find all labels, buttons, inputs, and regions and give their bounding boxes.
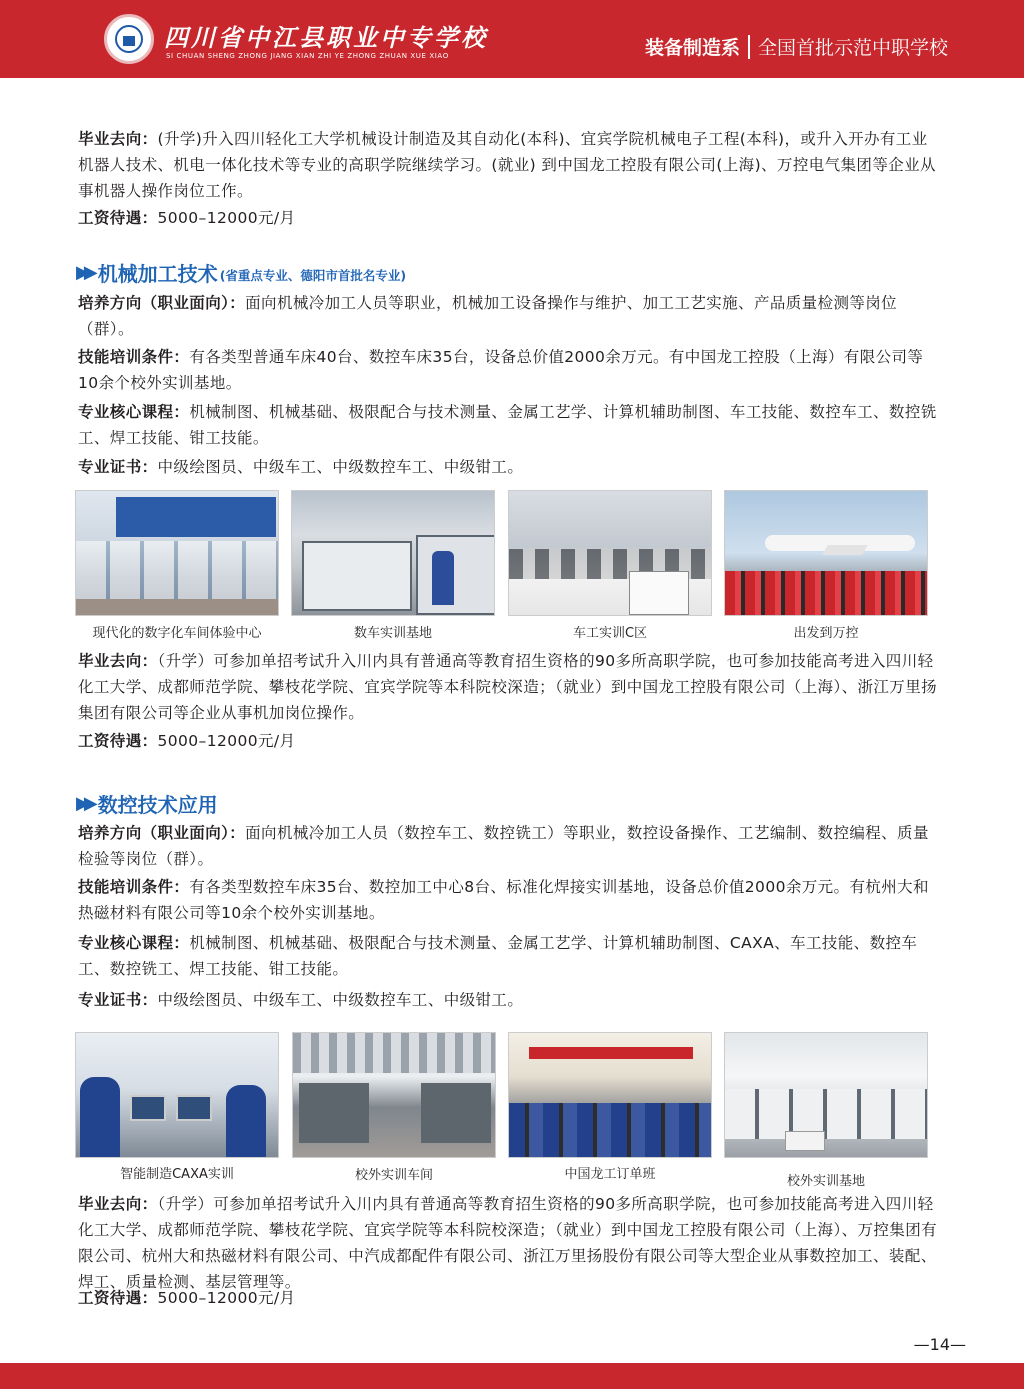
intro-salary: 工资待遇：5000–12000元/月 — [78, 209, 296, 227]
intro-destination: 毕业去向：(升学)升入四川轻化工大学机械设计制造及其自动化(本科)、宜宾学院机械电子工程(本科)，或升入开办有工业机器人技术、机电一体化技术等专业的高职学院继续学习。(就业) 到中国龙工控股有限公司(上海)、万控电气集团等企业从事机器人操作岗位工作。 — [78, 130, 936, 200]
photo-caption: 校外实训基地 — [786, 1174, 865, 1189]
department-name: 装备制造系 — [644, 37, 740, 59]
photo-caption: 车工实训C区 — [572, 626, 648, 641]
s2-direction: 培养方向（职业面向）：面向机械冷加工人员（数控车工、数控铣工）等职业，数控设备操作、工艺编制、数控编程、质量检验等岗位（群）。 — [78, 824, 929, 868]
cnc-lathe-photo — [291, 490, 495, 616]
header-right — [645, 33, 948, 60]
computer-lab-photo — [75, 1032, 279, 1158]
photo-caption: 中国龙工订单班 — [564, 1167, 656, 1182]
school-slogan: 全国首批示范中职学校 — [757, 37, 948, 59]
airport-group-photo — [724, 490, 928, 616]
photo-caption: 出发到万控 — [793, 626, 859, 641]
s2-courses: 专业核心课程：机械制图、机械基础、极限配合与技术测量、金属工艺学、计算机辅助制图、CAXA、车工技能、数控车工、数控铣工、焊工技能、钳工技能。 — [78, 934, 918, 978]
school-name: 四川省中江县职业中专学校 — [164, 23, 488, 52]
school-logo-icon — [104, 14, 154, 64]
s1-salary: 工资待遇：5000–12000元/月 — [78, 732, 296, 750]
workshop-hall-photo — [75, 490, 279, 616]
lathe-area-photo — [508, 490, 712, 616]
s1-destination: 毕业去向：（升学）可参加单招考试升入川内具有普通高等教育招生资格的90多所高职学院，也可参加技能高考进入四川轻化工大学、成都师范学院、攀枝花学院、宜宾学院等本科院校深造；（就业）到中国龙工控股有限公司（上海）、浙江万里扬集团有限公司等企业从事机加岗位操作。 — [78, 652, 938, 722]
s1-cert: 专业证书：中级绘图员、中级车工、中级数控车工、中级钳工。 — [78, 458, 524, 476]
double-chevron-icon: ▶▶ — [76, 262, 92, 283]
photo-caption: 校外实训车间 — [354, 1168, 433, 1183]
section-title-cnc: ▶▶ 数控技术应用 — [76, 793, 218, 817]
page-header — [0, 0, 1024, 78]
s2-salary: 工资待遇：5000–12000元/月 — [78, 1289, 296, 1307]
s2-destination: 毕业去向：（升学）可参加单招考试升入川内具有普通高等教育招生资格的90多所高职学院，也可参加技能高考进入四川轻化工大学、成都师范学院、攀枝花学院、宜宾学院等本科院校深造；（就业）到中国龙工控股有限公司（上海）、万控集团有限公司、杭州大和热磁材料有限公司、中汽成都配件有限公司、浙江万里扬股份有限公司等大型企业从事数控加工、装配、焊工、质量检测、基层管理等。 — [78, 1195, 938, 1291]
double-chevron-icon: ▶▶ — [76, 793, 92, 814]
page-footer-bar — [0, 1363, 1024, 1389]
s2-training: 技能培训条件：有各类型数控车床35台、数控加工中心8台、标准化焊接实训基地，设备总价值2000余万元。有杭州大和热磁材料有限公司等10余个校外实训基地。 — [78, 878, 929, 922]
factory-floor-photo — [292, 1032, 496, 1158]
section-title-machining: ▶▶ 机械加工技术 (省重点专业、德阳市首批名专业) — [76, 262, 407, 286]
page-number: —14— — [913, 1335, 966, 1354]
s1-training: 技能培训条件：有各类型普通车床40台、数控车床35台，设备总价值2000余万元。有中国龙工控股（上海）有限公司等10余个校外实训基地。 — [78, 348, 924, 392]
header-divider — [748, 35, 750, 59]
order-class-photo — [508, 1032, 712, 1158]
school-name-en: SI CHUAN SHENG ZHONG JIANG XIAN ZHI YE ZHONG ZHUAN XUE XIAO — [166, 52, 449, 60]
s1-courses: 专业核心课程：机械制图、机械基础、极限配合与技术测量、金属工艺学、计算机辅助制图、车工技能、数控车工、数控铣工、焊工技能、钳工技能。 — [78, 403, 937, 447]
s2-cert: 专业证书：中级绘图员、中级车工、中级数控车工、中级钳工。 — [78, 991, 524, 1009]
s1-direction: 培养方向（职业面向）：面向机械冷加工人员等职业，机械加工设备操作与维护、加工工艺实施、产品质量检测等岗位（群）。 — [78, 294, 898, 338]
photo-caption: 现代化的数字化车间体验中心 — [92, 626, 262, 641]
photo-caption: 智能制造CAXA实训 — [120, 1167, 234, 1182]
photo-caption: 数车实训基地 — [353, 626, 432, 641]
training-base-photo — [724, 1032, 928, 1158]
